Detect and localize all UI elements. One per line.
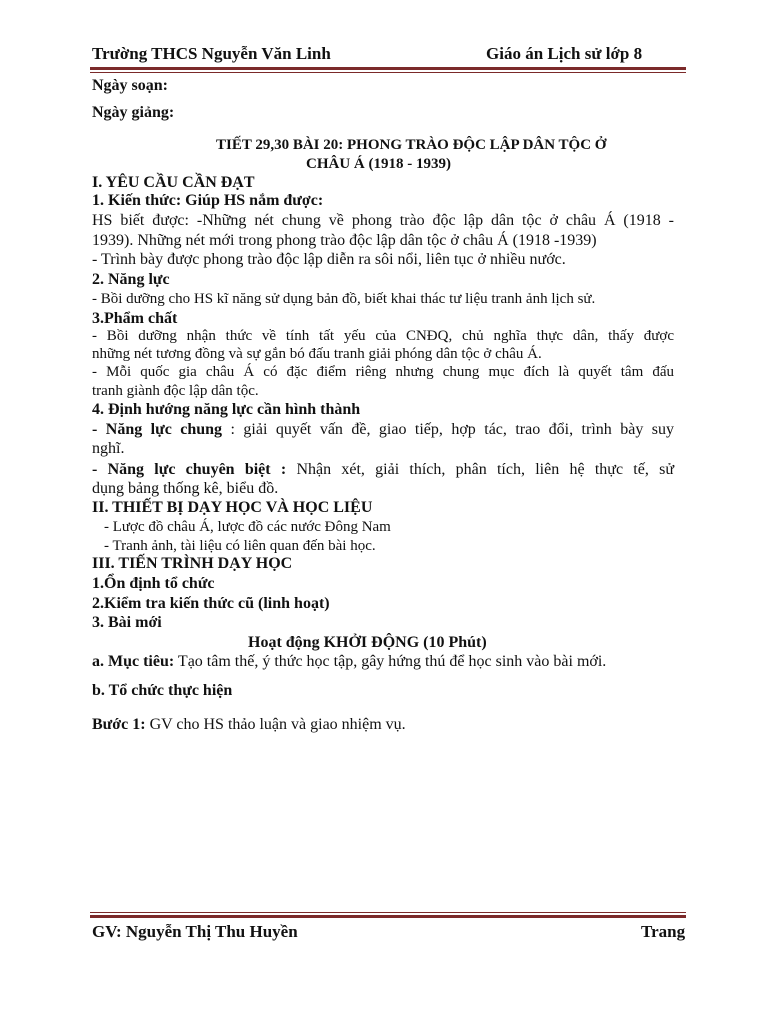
muc-tieu-line [92, 653, 606, 671]
activity-title: Hoạt động KHỞI ĐỘNG (10 Phút) [248, 634, 487, 651]
step-bai-moi: 3. Bài mới [92, 614, 162, 631]
buoc1-text: GV cho HS thảo luận và giao nhiệm vụ. [145, 716, 406, 733]
section1-heading: I. YÊU CẦU CẦN ĐẠT [92, 174, 255, 191]
footer-rule [90, 915, 686, 918]
nang-luc-chuyen-biet-line [92, 461, 674, 479]
ngay-soan: Ngày soạn: [92, 77, 169, 94]
buoc1-label: Bước 1: [92, 716, 146, 733]
header-rule-thin [90, 72, 686, 73]
lesson-title-line2: CHÂU Á (1918 - 1939) [306, 156, 451, 172]
nang-luc-chung-line [92, 421, 674, 439]
to-chuc-heading: b. Tổ chức thực hiện [92, 682, 233, 699]
nang-luc-heading: 2. Năng lực [92, 271, 170, 288]
pham-chat-line4: tranh giành độc lập dân tộc. [92, 383, 259, 399]
footer-rule-thin [90, 912, 686, 913]
nang-luc-chung-label: - Năng lực chung [92, 421, 223, 438]
kien-thuc-heading: 1. Kiến thức: Giúp HS nắm được: [92, 192, 324, 209]
header-rule [90, 67, 686, 70]
kien-thuc-line1: HS biết được: -Những nét chung về phong trào độc lập dân tộc ở châu Á (1918 - [92, 212, 674, 229]
thiet-bi-item2: - Tranh ảnh, tài liệu có liên quan đến bài học. [104, 538, 376, 554]
nang-luc-chung-line2: nghĩ. [92, 440, 125, 457]
nang-luc-line: - Bồi dưỡng cho HS kĩ năng sử dụng bản đồ, biết khai thác tư liệu tranh ảnh lịch sử. [92, 291, 596, 307]
pham-chat-line2: những nét tương đồng và sự gắn bó đấu tranh giải phóng dân tộc ở châu Á. [92, 346, 542, 362]
header-school: Trường THCS Nguyễn Văn Linh [92, 44, 331, 63]
section3-heading: III. TIẾN TRÌNH DẠY HỌC [92, 555, 293, 572]
nang-luc-chuyen-biet-label: - Năng lực chuyên biệt : [92, 461, 287, 478]
section2-heading: II. THIẾT BỊ DẠY HỌC VÀ HỌC LIỆU [92, 499, 373, 516]
kien-thuc-line2: 1939). Những nét mới trong phong trào độc lập dân tộc ở châu Á (1918 -1939) [92, 232, 597, 249]
kien-thuc-line3: - Trình bày được phong trào độc lập diễn ra sôi nổi, liên tục ở nhiều nước. [92, 251, 566, 268]
nang-luc-chung-text: : giải quyết vấn đề, giao tiếp, hợp tác, trao đổi, trình bày suy [222, 421, 674, 438]
header-subject: Giáo án Lịch sử lớp 8 [486, 44, 643, 63]
footer-page: Trang [641, 922, 686, 941]
thiet-bi-item1: - Lược đồ châu Á, lược đồ các nước Đông Nam [104, 519, 391, 535]
pham-chat-line1: - Bồi dưỡng nhận thức về tính tất yếu của CNĐQ, chủ nghĩa thực dân, thấy được [92, 328, 674, 344]
muc-tieu-label: a. Mục tiêu: [92, 653, 175, 670]
step-on-dinh: 1.Ổn định tổ chức [92, 575, 215, 592]
muc-tieu-text: Tạo tâm thế, ý thức học tập, gây hứng thú để học sinh vào bài mới. [174, 653, 607, 670]
nang-luc-chuyen-biet-text: Nhận xét, giải thích, phân tích, liên hệ thực tế, sử [286, 461, 674, 478]
lesson-title-line1: TIẾT 29,30 BÀI 20: PHONG TRÀO ĐỘC LẬP DÂN TỘC Ở [216, 137, 607, 153]
step-kiem-tra: 2.Kiểm tra kiến thức cũ (linh hoạt) [92, 595, 330, 612]
footer-teacher: GV: Nguyễn Thị Thu Huyền [92, 922, 298, 941]
pham-chat-line3: - Mỗi quốc gia châu Á có đặc điểm riêng nhưng chung mục đích là quyết tâm đấu [92, 364, 674, 380]
buoc1-line [92, 716, 406, 734]
dinh-huong-heading: 4. Định hướng năng lực cần hình thành [92, 401, 361, 418]
ngay-giang: Ngày giảng: [92, 104, 175, 121]
pham-chat-heading: 3.Phẩm chất [92, 310, 178, 327]
nang-luc-chuyen-biet-line2: dụng bảng thống kê, biểu đồ. [92, 480, 279, 497]
